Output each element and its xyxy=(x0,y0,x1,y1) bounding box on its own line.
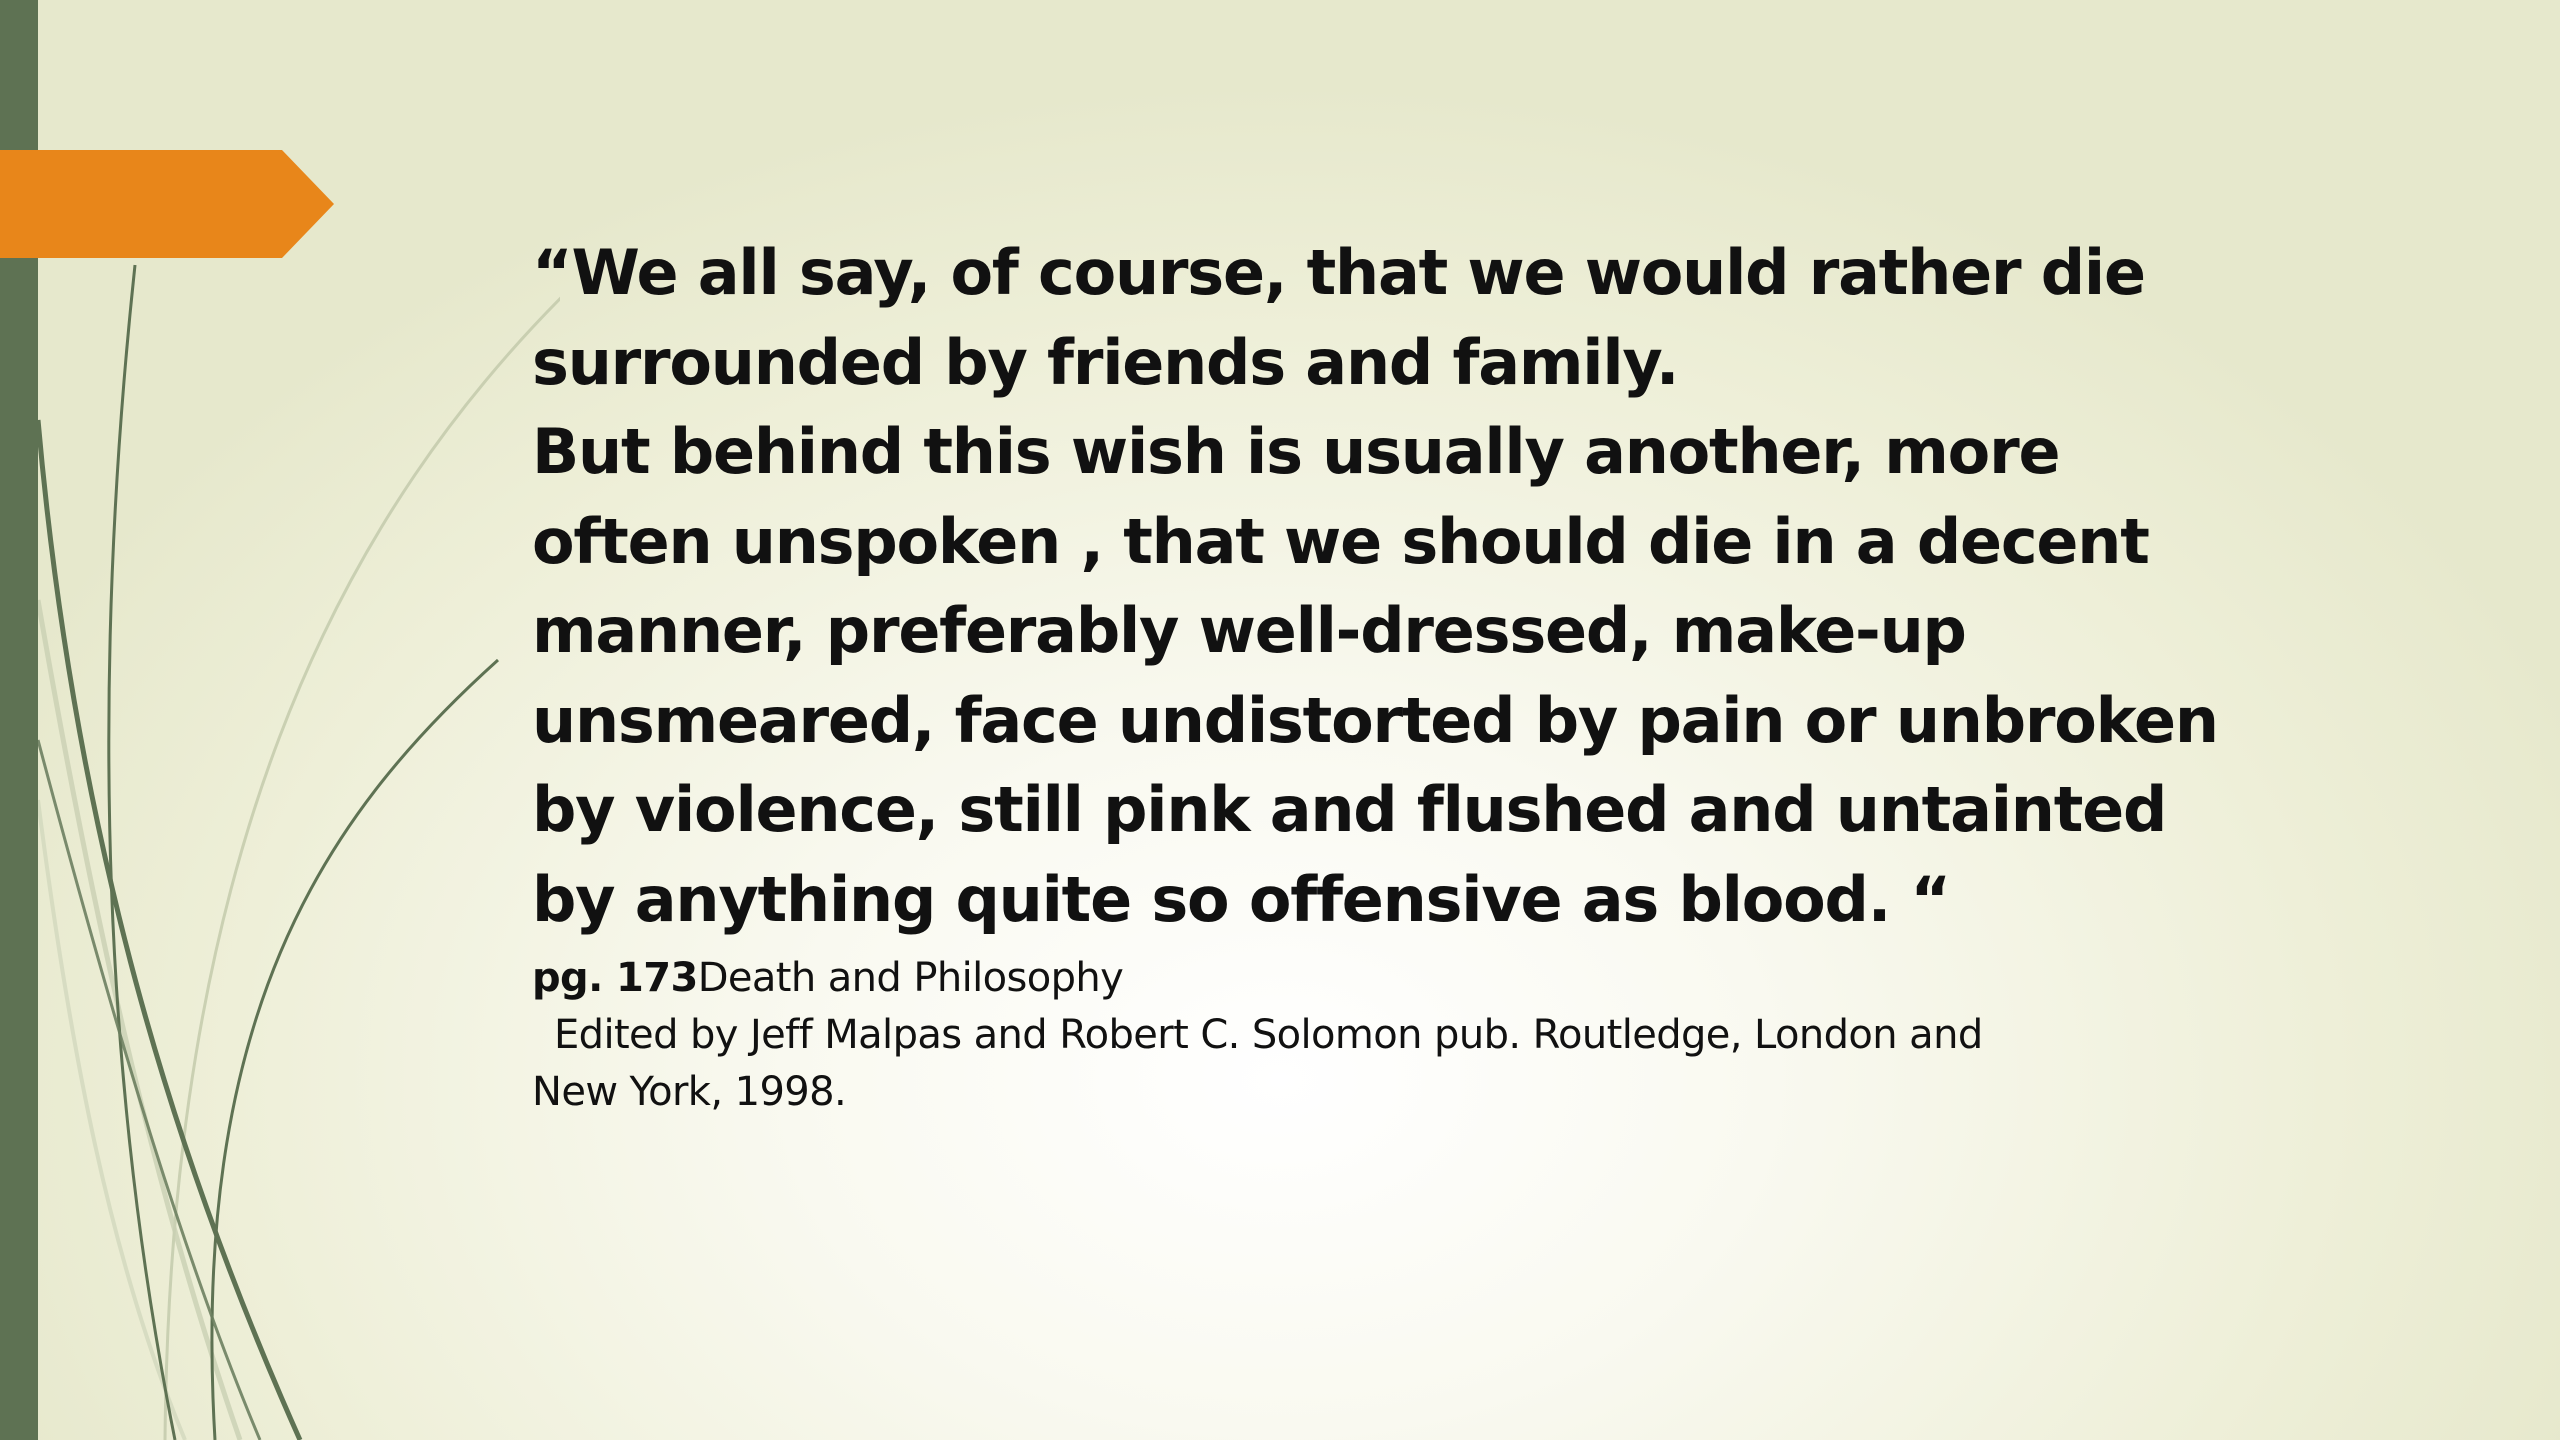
citation-line-3: New York, 1998. xyxy=(532,1069,847,1115)
quote-line: unsmeared, face undistorted by pain or unbroken xyxy=(532,683,2218,757)
page-reference: pg. 173 xyxy=(532,955,698,1001)
quote-line: by violence, still pink and flushed and untainted xyxy=(532,773,2167,846)
quote-block xyxy=(532,228,2218,1121)
quote-line: often unspoken , that we should die in a decent xyxy=(532,504,2149,578)
quote-line: “We all say, of course, that we would rather die xyxy=(532,236,2145,309)
orange-arrow-tab xyxy=(0,0,340,260)
book-title: Death and Philosophy xyxy=(697,955,1124,1001)
quote-line: surrounded by friends and family. xyxy=(532,325,1679,399)
citation xyxy=(532,950,2132,1121)
quote-line: But behind this wish is usually another, more xyxy=(532,415,2060,488)
quote-line: by anything quite so offensive as blood. “ xyxy=(532,862,1950,936)
quote-line: manner, preferably well-dressed, make-up xyxy=(532,594,1966,667)
quote-text xyxy=(532,228,2218,944)
citation-line-2: Edited by Jeff Malpas and Robert C. Solomon pub. Routledge, London and xyxy=(554,1012,1983,1058)
citation-line-1 xyxy=(532,950,2132,1007)
